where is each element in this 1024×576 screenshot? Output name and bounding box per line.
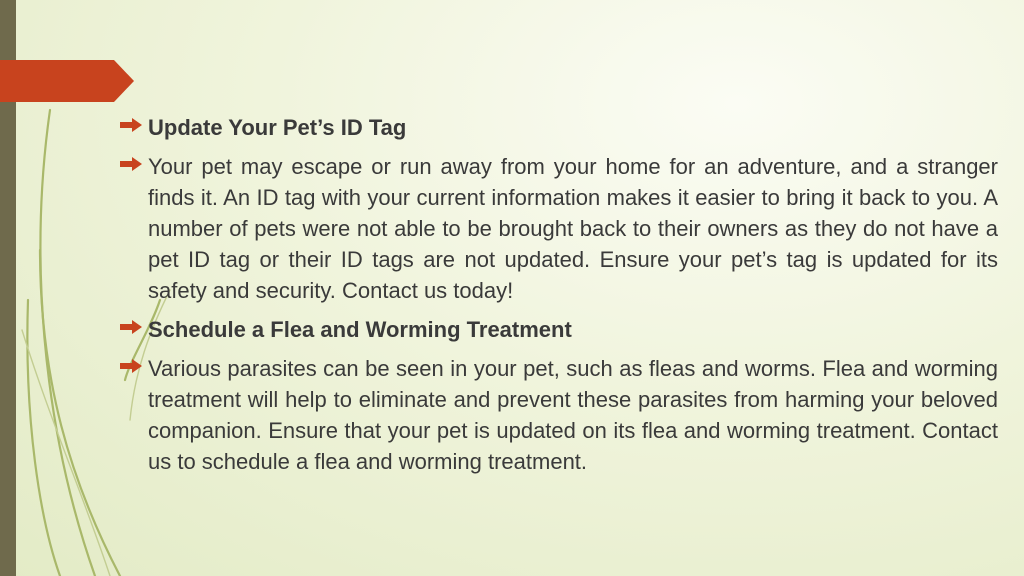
bullet-item-body	[120, 353, 998, 477]
bullet-item-heading	[120, 314, 998, 345]
heading-flea-worming: Schedule a Flea and Worming Treatment	[148, 317, 572, 342]
bullet-item-heading	[120, 112, 998, 143]
heading-id-tag: Update Your Pet’s ID Tag	[148, 115, 407, 140]
content-area	[120, 112, 998, 485]
title-ribbon	[0, 60, 134, 102]
right-arrow-bullet-icon	[120, 353, 148, 379]
bullet-item-body	[120, 151, 998, 306]
right-arrow-bullet-icon	[120, 112, 148, 138]
right-arrow-bullet-icon	[120, 151, 148, 177]
paragraph-id-tag: Your pet may escape or run away from your home for an adventure, and a stranger finds it. An ID tag with your current information makes it easier to bring it back to you. A number of pets were not able to be brought back to their owners as they do not have a pet ID tag or their ID tags are not updated. Ensure your pet’s tag is updated for its safety and security. Contact us today!	[148, 154, 998, 303]
paragraph-flea-worming: Various parasites can be seen in your pet, such as fleas and worms. Flea and worming treatment will help to eliminate and prevent these parasites from harming your beloved companion. Ensure that your pet is updated on its flea and worming treatment. Contact us to schedule a flea and worming treatment.	[148, 356, 998, 474]
right-arrow-bullet-icon	[120, 314, 148, 340]
